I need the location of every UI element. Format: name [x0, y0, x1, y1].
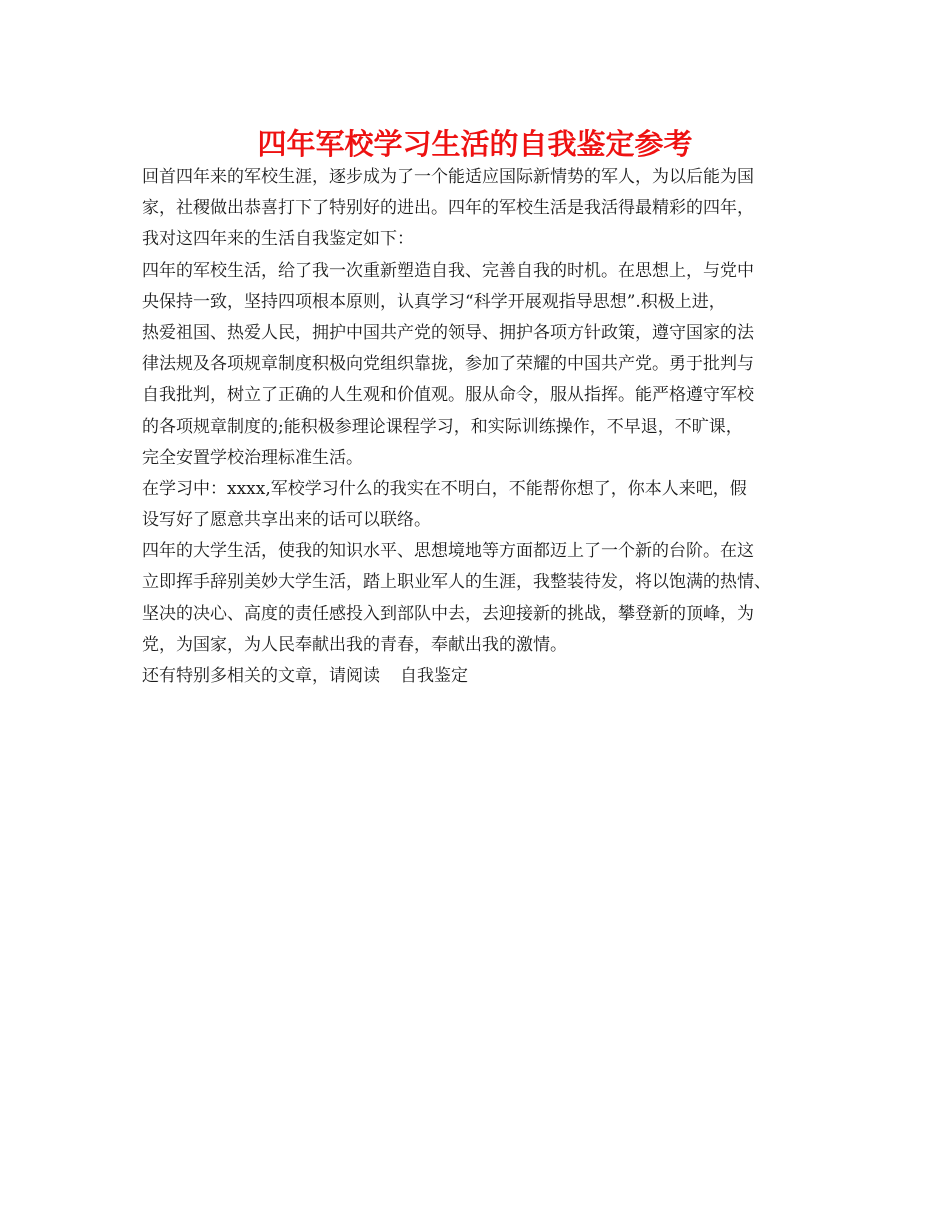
body-line: 央保持一致，坚持四项根本原则，认真学习“科学开展观指导思想”.积极上进， — [142, 291, 726, 312]
body-line: 完全安置学校治理标准生活。 — [142, 447, 363, 468]
body-line: 坚决的决心、高度的责任感投入到部队中去，去迎接新的挑战，攀登新的顶峰，为 — [142, 603, 754, 624]
body-line: 热爱祖国、热爱人民，拥护中国共产党的领导、拥护各项方针政策，遵守国家的法 — [142, 322, 754, 343]
body-line: 我对这四年来的生活自我鉴定如下： — [142, 229, 414, 250]
related-articles-row — [142, 661, 818, 692]
body-line: 设写好了愿意共享出来的话可以联络。 — [142, 510, 431, 531]
body-line: 自我批判，树立了正确的人生观和价值观。服从命令，服从指挥。能严格遵守军校 — [142, 385, 754, 406]
body-line: 在学习中：xxxx,军校学习什么的我实在不明白，不能帮你想了，你本人来吧，假 — [142, 478, 747, 499]
related-articles-link[interactable]: 自我鉴定 — [400, 666, 468, 686]
body-line: 律法规及各项规章制度积极向党组织靠拢，参加了荣耀的中国共产党。勇于批判与 — [142, 354, 754, 375]
document-body — [142, 162, 818, 692]
body-line: 四年的大学生活，使我的知识水平、思想境地等方面都迈上了一个新的台阶。在这 — [142, 541, 754, 562]
document-title: 四年军校学习生活的自我鉴定参考 — [257, 127, 693, 161]
body-line: 回首四年来的军校生涯，逐步成为了一个能适应国际新情势的军人，为以后能为国 — [142, 167, 754, 187]
body-line: 立即挥手辞别美妙大学生活，踏上职业军人的生涯，我整装待发，将以饱满的热情、 — [142, 572, 771, 593]
body-line: 的各项规章制度的;能积极参理论课程学习，和实际训练操作，不早退，不旷课， — [142, 416, 743, 437]
body-line: 四年的军校生活，给了我一次重新塑造自我、完善自我的时机。在思想上，与党中 — [142, 260, 754, 281]
body-line: 家，社稷做出恭喜打下了特别好的进出。四年的军校生活是我活得最精彩的四年， — [142, 198, 754, 219]
related-articles-text: 还有特别多相关的文章，请阅读 — [142, 666, 380, 686]
body-line: 党，为国家，为人民奉献出我的青春，奉献出我的激情。 — [142, 634, 567, 655]
